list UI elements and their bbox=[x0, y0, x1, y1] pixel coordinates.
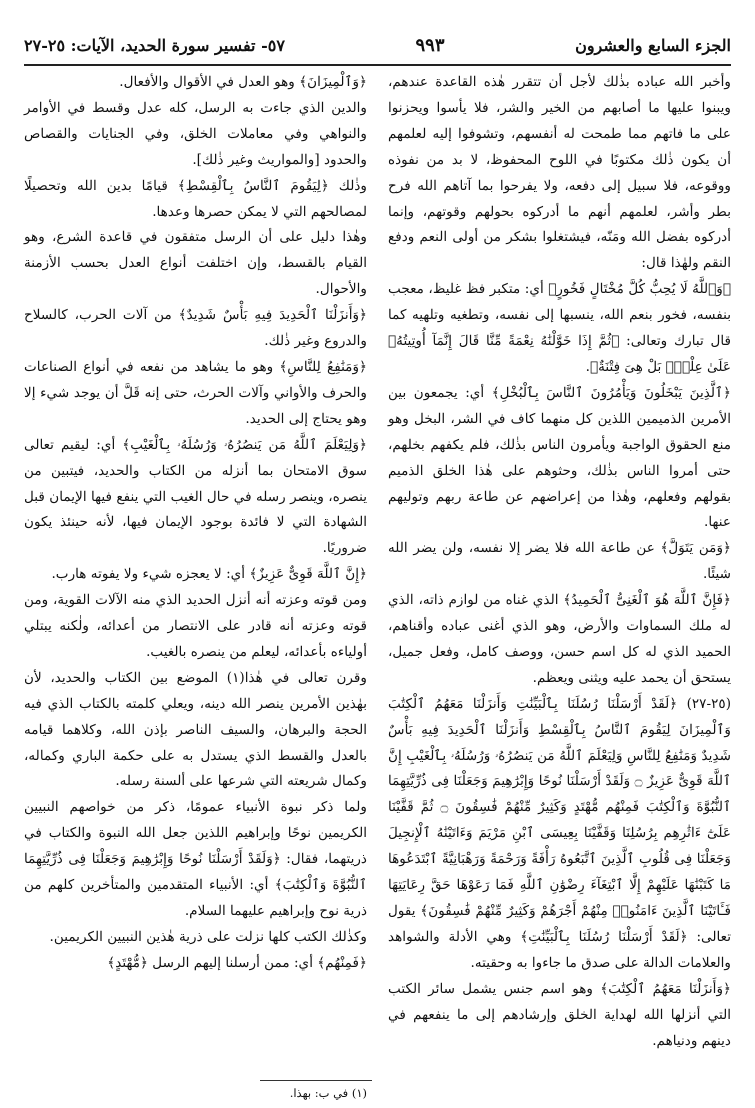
page-header bbox=[24, 28, 731, 62]
right-column bbox=[388, 70, 731, 1054]
paragraph: ﴿وَٱلْمِيزَانَ﴾ وهو العدل في الأقوال والأفعال. bbox=[119, 74, 367, 90]
paragraph: ﴿وَمَن يَتَوَلَّ﴾ عن طاعة الله فلا يضر إلا نفسه، ولن يضر الله شيئًا. bbox=[388, 540, 731, 583]
paragraph: ﴿ٱلَّذِينَ يَبْخَلُونَ وَيَأْمُرُونَ ٱلنَّاسَ بِٱلْبُخْلِ﴾ أي: يجمعون بين الأمرين الذميمين اللذين كل منهما كاف في الشر، البخل وهو منع الحقوق الواجبة ويأمرون الناس بذٰلك، فلم يكفهم بخلهم، حتى أمروا الناس بذٰلك، وحثوهم على هٰذا الخلق الذميم بقولهم وفعلهم، وهٰذا من إعراضهم عن طاعة ربهم وتوليهم عنها. bbox=[388, 384, 731, 531]
paragraph: والدين الذي جاءت به الرسل، كله عدل وقسط في الأوامر والنواهي وفي معاملات الخلق، وفي الجنايات والقصاص والحدود [والمواريث وغير ذٰلك]. bbox=[24, 99, 367, 168]
paragraph: وقرن تعالى في هٰذا(١) الموضع بين الكتاب والحديد، لأن بهٰذين الأمرين ينصر الله دينه، ويعلي كلمته بالكتاب الذي فيه الحجة والبرهان، والسيف الناصر بإذن الله، وكلاهما قيامه بالعدل والقسط الذي يستدل به على حكمة الباري وكماله، وكمال شريعته التي شرعها على ألسنة رسله. bbox=[24, 669, 367, 790]
paragraph: ﴿وَأَنزَلْنَا مَعَهُمُ ٱلْكِتَٰبَ﴾ وهو اسم جنس يشمل سائر الكتب التي أنزلها الله لهداية الخلق وإرشادهم إلى ما ينفعهم في دينهم ودنياهم. bbox=[388, 980, 731, 1049]
left-column bbox=[24, 70, 367, 977]
paragraph: وهٰذا دليل على أن الرسل متفقون في قاعدة الشرع، وهو القيام بالقسط، وإن اختلفت أنواع العدل بحسب الأزمنة والأحوال. bbox=[24, 229, 367, 298]
page-number: ٩٩٣ bbox=[415, 34, 445, 56]
paragraph: ومن قوته وعزته أنه أنزل الحديد الذي منه الآلات القوية، ومن قوته وعزته أنه قادر على الانتصار من أعدائه، ولٰكنه يبتلي أولياءه بأعدائه، ليعلم من ينصره بالغيب. bbox=[24, 592, 367, 660]
surah-title: ٥٧- تفسير سورة الحديد، الآيات: ٢٥-٢٧ bbox=[24, 35, 285, 55]
footnote: (١) في ب: بهذا. bbox=[289, 1086, 367, 1100]
footnote-divider bbox=[260, 1080, 372, 1081]
paragraph: وكذٰلك الكتب كلها نزلت على ذرية هٰذين النبيين الكريمين. bbox=[49, 928, 367, 945]
paragraph: ﴿فَإِنَّ ٱللَّهَ هُوَ ٱلْغَنِىُّ ٱلْحَمِيدُ﴾ الذي غناه من لوازم ذاته، الذي له ملك السماوات والأرض، وهو الذي أغنى عباده وأقناهم، الحميد الذي له كل اسم حسن، ووصف كامل، وفعل جميل، يستحق أن يحمد عليه ويثنى ويعظم. bbox=[388, 592, 731, 686]
paragraph: ولما ذكر نبوة الأنبياء عمومًا، ذكر من خواصهم النبيين الكريمين نوحًا وإبراهيم اللذين جعل الله النبوة والكتاب في ذريتهما، فقال: ﴿وَلَقَدْ أَرْسَلْنَا نُوحًا وَإِبْرَٰهِيمَ وَجَعَلْنَا فِى ذُرِّيَّتِهِمَا ٱلنُّبُوَّةَ وَٱلْكِتَٰبَ﴾ أي: الأنبياء المتقدمين والمتأخرين كلهم من ذرية نوح وإبراهيم عليهما السلام. bbox=[24, 799, 367, 919]
paragraph: (٢٥-٢٧) ﴿لَقَدْ أَرْسَلْنَا رُسُلَنَا بِٱلْبَيِّنَٰتِ وَأَنزَلْنَا مَعَهُمُ ٱلْكِتَٰبَ وَٱلْمِيزَانَ لِيَقُومَ ٱلنَّاسُ بِٱلْقِسْطِ وَأَنزَلْنَا ٱلْحَدِيدَ فِيهِ بَأْسٌ شَدِيدٌ وَمَنَٰفِعُ لِلنَّاسِ وَلِيَعْلَمَ ٱللَّهُ مَن يَنصُرُهُۥ وَرُسُلَهُۥ بِٱلْغَيْبِ إِنَّ ٱللَّهَ قَوِىٌّ عَزِيزٌ ۝ وَلَقَدْ أَرْسَلْنَا نُوحًا وَإِبْرَٰهِيمَ وَجَعَلْنَا فِى ذُرِّيَّتِهِمَا ٱلنُّبُوَّةَ وَٱلْكِتَٰبَ فَمِنْهُم مُّهْتَدٍ وَكَثِيرٌ مِّنْهُمْ فَٰسِقُونَ ۝ ثُمَّ قَفَّيْنَا عَلَىٰٓ ءَاثَٰرِهِم بِرُسُلِنَا وَقَفَّيْنَا بِعِيسَى ٱبْنِ مَرْيَمَ وَءَاتَيْنَٰهُ ٱلْإِنجِيلَ وَجَعَلْنَا فِى قُلُوبِ ٱلَّذِينَ ٱتَّبَعُوهُ رَأْفَةً وَرَحْمَةً وَرَهْبَانِيَّةً ٱبْتَدَعُوهَا مَا كَتَبْنَٰهَا عَلَيْهِمْ إِلَّا ٱبْتِغَآءَ رِضْوَٰنِ ٱللَّهِ فَمَا رَعَوْهَا حَقَّ رِعَايَتِهَا فَـَٔاتَيْنَا ٱلَّذِينَ ءَامَنُوا۟ مِنْهُمْ أَجْرَهُمْ وَكَثِيرٌ مِّنْهُمْ فَٰسِقُونَ﴾ يقول تعالى: ﴿لَقَدْ أَرْسَلْنَا رُسُلَنَا بِٱلْبَيِّنَٰتِ﴾ وهي الأدلة والشواهد والعلامات الدالة على صدق ما جاءوا به وحقيته. bbox=[388, 695, 731, 971]
part-title: الجزء السابع والعشرون bbox=[575, 35, 731, 55]
paragraph: ﴿وَٱللَّهُ لَا يُحِبُّ كُلَّ مُخْتَالٍ فَخُورٍ﴾ أي: متكبر فظ غليظ، معجب بنفسه، فخور بنعم الله، ينسبها إلى نفسه، وتطغيه وتلهيه كما قال تبارك وتعالى: ﴿ثُمَّ إِذَا خَوَّلْنَٰهُ نِعْمَةً مِّنَّا قَالَ إِنَّمَآ أُوتِيتُهُۥ عَلَىٰ عِلْمٍۭ بَلْ هِىَ فِتْنَةٌ﴾. bbox=[388, 281, 731, 375]
paragraph: ﴿وَمَنَٰفِعُ لِلنَّاسِ﴾ وهو ما يشاهد من نفعه في أنواع الصناعات والحرف والأواني وآلات الحرث، حتى إنه قَلَّ أن يوجد شيء إلا وهو يحتاج إلى الحديد. bbox=[24, 358, 367, 427]
paragraph: وذٰلك ﴿لِيَقُومَ ٱلنَّاسُ بِٱلْقِسْطِ﴾ قيامًا بدين الله وتحصيلًا لمصالحهم التي لا يمكن حصرها وعدها. bbox=[24, 177, 367, 220]
paragraph: وأخبر الله عباده بذٰلك لأجل أن تتقرر هٰذه القاعدة عندهم، ويبنوا عليها ما أصابهم من الخير والشر، فلا يأسوا ويحزنوا على ما فاتهم مما طمحت له أنفسهم، وتشوفوا إليه لعلمهم أن يكون ذٰلك مكتوبًا في اللوح المحفوظ، لا بد من نفوذه ووقوعه، فلا سبيل إلى دفعه، ولا يفرحوا بما آتاهم الله فرح بطر وأشر، لعلمهم أنهم ما أدركوه بحولهم وقوتهم، وإنما أدركوه بفضل الله ومَنّه، فيشتغلوا بشكر من أولى النعم ودفع النقم ولهٰذا قال: bbox=[388, 74, 731, 272]
paragraph: ﴿فَمِنْهُم﴾ أي: ممن أرسلنا إليهم الرسل ﴿مُّهْتَدٍ﴾ bbox=[107, 954, 367, 971]
paragraph: ﴿وَأَنزَلْنَا ٱلْحَدِيدَ فِيهِ بَأْسٌ شَدِيدٌ﴾ من آلات الحرب، كالسلاح والدروع وغير ذٰلك. bbox=[24, 307, 367, 350]
header-divider bbox=[24, 64, 731, 66]
paragraph: ﴿وَلِيَعْلَمَ ٱللَّهُ مَن يَنصُرُهُۥ وَرُسُلَهُۥ بِٱلْغَيْبِ﴾ أي: ليقيم تعالى سوق الامتحان بما أنزله من الكتاب والحديد، فيتبين من ينصره، وينصر رسله في حال الغيب التي ينفع فيها الإيمان قبل الشهادة التي لا فائدة بوجود الإيمان فيها، لأنه حينئذ يكون ضروريًا. bbox=[24, 436, 367, 557]
paragraph: ﴿إِنَّ ٱللَّهَ قَوِىٌّ عَزِيزٌ﴾ أي: لا يعجزه شيء ولا يفوته هارب. bbox=[51, 566, 367, 583]
